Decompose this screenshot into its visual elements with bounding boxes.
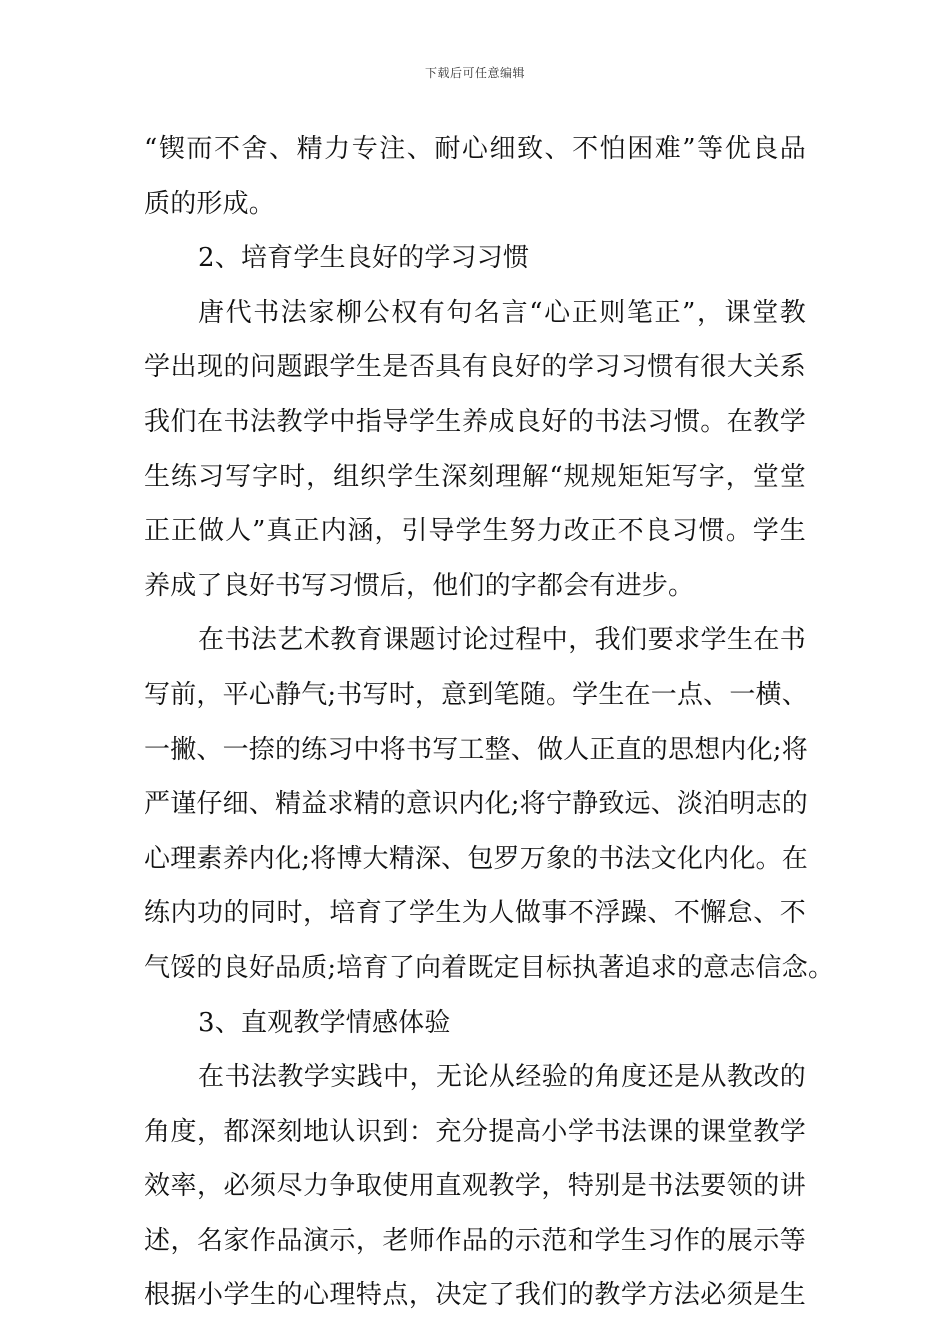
section-heading: 2、培育学生良好的学习习惯 [198, 243, 530, 274]
paragraph-first-line: 唐代书法家柳公权有句名言“心正则笔正”，课堂教 [198, 297, 806, 328]
text-line: 气馁的良好品质;培育了向着既定目标执著追求的意志信念。 [144, 952, 835, 983]
text-line: 我们在书法教学中指导学生养成良好的书法习惯。在教学 [144, 406, 806, 437]
text-line: 质的形成。 [144, 188, 276, 219]
text-line: 练内功的同时，培育了学生为人做事不浮躁、不懈怠、不 [144, 898, 806, 929]
document-body [144, 122, 835, 1323]
paragraph-first-line: 在书法教学实践中，无论从经验的角度还是从教改的 [198, 1062, 806, 1093]
text-line: 写前，平心静气;书写时，意到笔随。学生在一点、一横、 [144, 679, 808, 710]
text-line: 述，名家作品演示，老师作品的示范和学生习作的展示等 [144, 1225, 806, 1256]
text-line: 养成了良好书写习惯后，他们的字都会有进步。 [144, 570, 695, 601]
paragraph-first-line: 在书法艺术教育课题讨论过程中，我们要求学生在书 [198, 625, 806, 656]
page-header-note: 下载后可任意编辑 [424, 66, 525, 80]
text-line: 心理素养内化;将博大精深、包罗万象的书法文化内化。在 [144, 843, 808, 874]
text-line: 生练习写字时，组织学生深刻理解“规规矩矩写字，堂堂 [144, 461, 806, 492]
text-line: 学出现的问题跟学生是否具有良好的学习习惯有很大关系 [144, 352, 806, 383]
section-heading: 3、直观教学情感体验 [198, 1007, 451, 1038]
text-line: “锲而不舍、精力专注、耐心细致、不怕困难”等优良品 [144, 134, 806, 164]
text-line: 正正做人”真正内涵，引导学生努力改正不良习惯。学生 [144, 516, 806, 547]
text-line: 一撇、一捺的练习中将书写工整、做人正直的思想内化;将 [144, 734, 808, 765]
text-line: 角度，都深刻地认识到：充分提高小学书法课的课堂教学 [144, 1116, 806, 1147]
text-line: 严谨仔细、精益求精的意识内化;将宁静致远、淡泊明志的 [144, 789, 808, 820]
text-line: 根据小学生的心理特点，决定了我们的教学方法必须是生 [144, 1280, 806, 1311]
text-line: 效率，必须尽力争取使用直观教学，特别是书法要领的讲 [144, 1171, 806, 1202]
